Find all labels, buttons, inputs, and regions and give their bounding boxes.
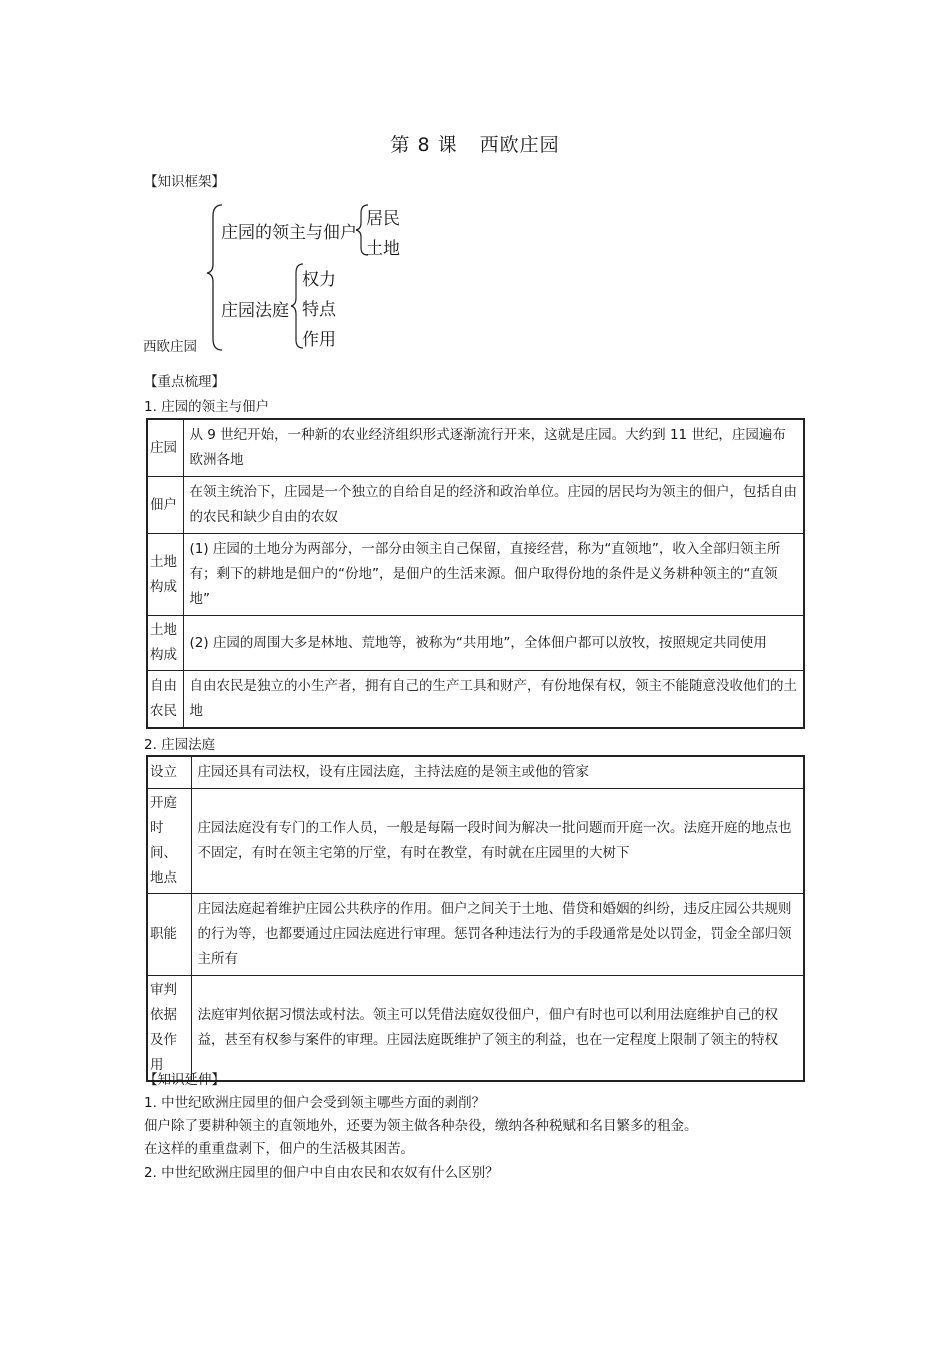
row-content: 从 9 世纪开始，一种新的农业经济组织形式逐渐流行开来，这就是庄园。大约到 11 世纪，庄园遍布欧洲各地	[183, 419, 804, 477]
framework-leaf-role: 作用	[302, 330, 336, 350]
row-content: 自由农民是独立的小生产者，拥有自己的生产工具和财产，有份地保有权，领主不能随意没收他们的土地	[183, 671, 804, 729]
table-row	[147, 534, 804, 616]
framework-heading: 【知识框架】	[144, 174, 225, 190]
row-content: 庄园还具有司法权，设有庄园法庭，主持法庭的是领主或他的管家	[191, 756, 804, 789]
table-row	[147, 671, 804, 729]
extension-heading: 【知识延伸】	[144, 1072, 225, 1088]
row-label: 土地构成	[147, 616, 183, 671]
table-row	[147, 616, 804, 671]
manor-court-table	[146, 755, 805, 1082]
table-row	[147, 477, 804, 534]
table-row	[147, 976, 804, 1082]
framework-leaf-power: 权力	[302, 270, 336, 290]
table-row	[147, 419, 804, 477]
question-2: 2. 中世纪欧洲庄园里的佃户中自由农民和农奴有什么区别？	[144, 1165, 499, 1181]
row-label: 职能	[147, 894, 191, 976]
keypoints-heading: 【重点梳理】	[144, 374, 225, 390]
lesson-name: 西欧庄园	[479, 134, 560, 156]
row-label: 庄园	[147, 419, 183, 477]
framework-leaf-residents: 居民	[366, 209, 400, 229]
answer-1-line-2: 在这样的重重盘剥下，佃户的生活极其困苦。	[144, 1141, 414, 1157]
row-label: 土地构成	[147, 534, 183, 616]
framework-root: 西欧庄园	[143, 339, 197, 355]
lesson-number: 第 8 课	[390, 134, 458, 156]
row-label: 设立	[147, 756, 191, 789]
row-content: 庄园法庭起着维护庄园公共秩序的作用。佃户之间关于土地、借贷和婚姻的纠纷，违反庄园公共规则的行为等，也都要通过庄园法庭进行审理。惩罚各种违法行为的手段通常是处以罚金，罚金全部归领主所有	[191, 894, 804, 976]
lord-tenant-table	[146, 418, 805, 729]
row-content: (1) 庄园的土地分为两部分，一部分由领主自己保留，直接经营，称为“直领地”，收入全部归领主所有；剩下的耕地是佃户的“份地”，是佃户的生活来源。佃户取得份地的条件是义务耕种领主的“直领地”	[183, 534, 804, 616]
row-content: (2) 庄园的周围大多是林地、荒地等，被称为“共用地”，全体佃户都可以放牧，按照规定共同使用	[183, 616, 804, 671]
question-1: 1. 中世纪欧洲庄园里的佃户会受到领主哪些方面的剥削？	[144, 1095, 486, 1111]
row-content: 法庭审判依据习惯法或村法。领主可以凭借法庭奴役佃户，佃户有时也可以利用法庭维护自己的权益，甚至有权参与案件的审理。庄园法庭既维护了领主的利益，也在一定程度上限制了领主的特权	[191, 976, 804, 1082]
framework-branch-court: 庄园法庭	[221, 301, 289, 321]
row-label: 自由农民	[147, 671, 183, 729]
answer-1-line-1: 佃户除了要耕种领主的直领地外，还要为领主做各种杂役，缴纳各种税赋和名目繁多的租金。	[144, 1118, 698, 1134]
row-label: 佃户	[147, 477, 183, 534]
framework-leaf-features: 特点	[302, 300, 336, 320]
row-content: 在领主统治下，庄园是一个独立的自给自足的经济和政治单位。庄园的居民均为领主的佃户，包括自由的农民和缺少自由的农奴	[183, 477, 804, 534]
row-content: 庄园法庭没有专门的工作人员，一般是每隔一段时间为解决一批问题而开庭一次。法庭开庭的地点也不固定，有时在领主宅第的厅堂，有时在教堂，有时就在庄园里的大树下	[191, 789, 804, 894]
row-label: 开庭时间、地点	[147, 789, 191, 894]
section1-title: 1. 庄园的领主与佃户	[144, 399, 270, 415]
section2-title: 2. 庄园法庭	[144, 737, 216, 753]
table-row	[147, 789, 804, 894]
framework-branch-lord-tenant: 庄园的领主与佃户	[221, 223, 357, 243]
framework-leaf-land: 土地	[366, 239, 400, 259]
table-row	[147, 894, 804, 976]
row-label: 审判依据及作用	[147, 976, 191, 1082]
table-row	[147, 756, 804, 789]
